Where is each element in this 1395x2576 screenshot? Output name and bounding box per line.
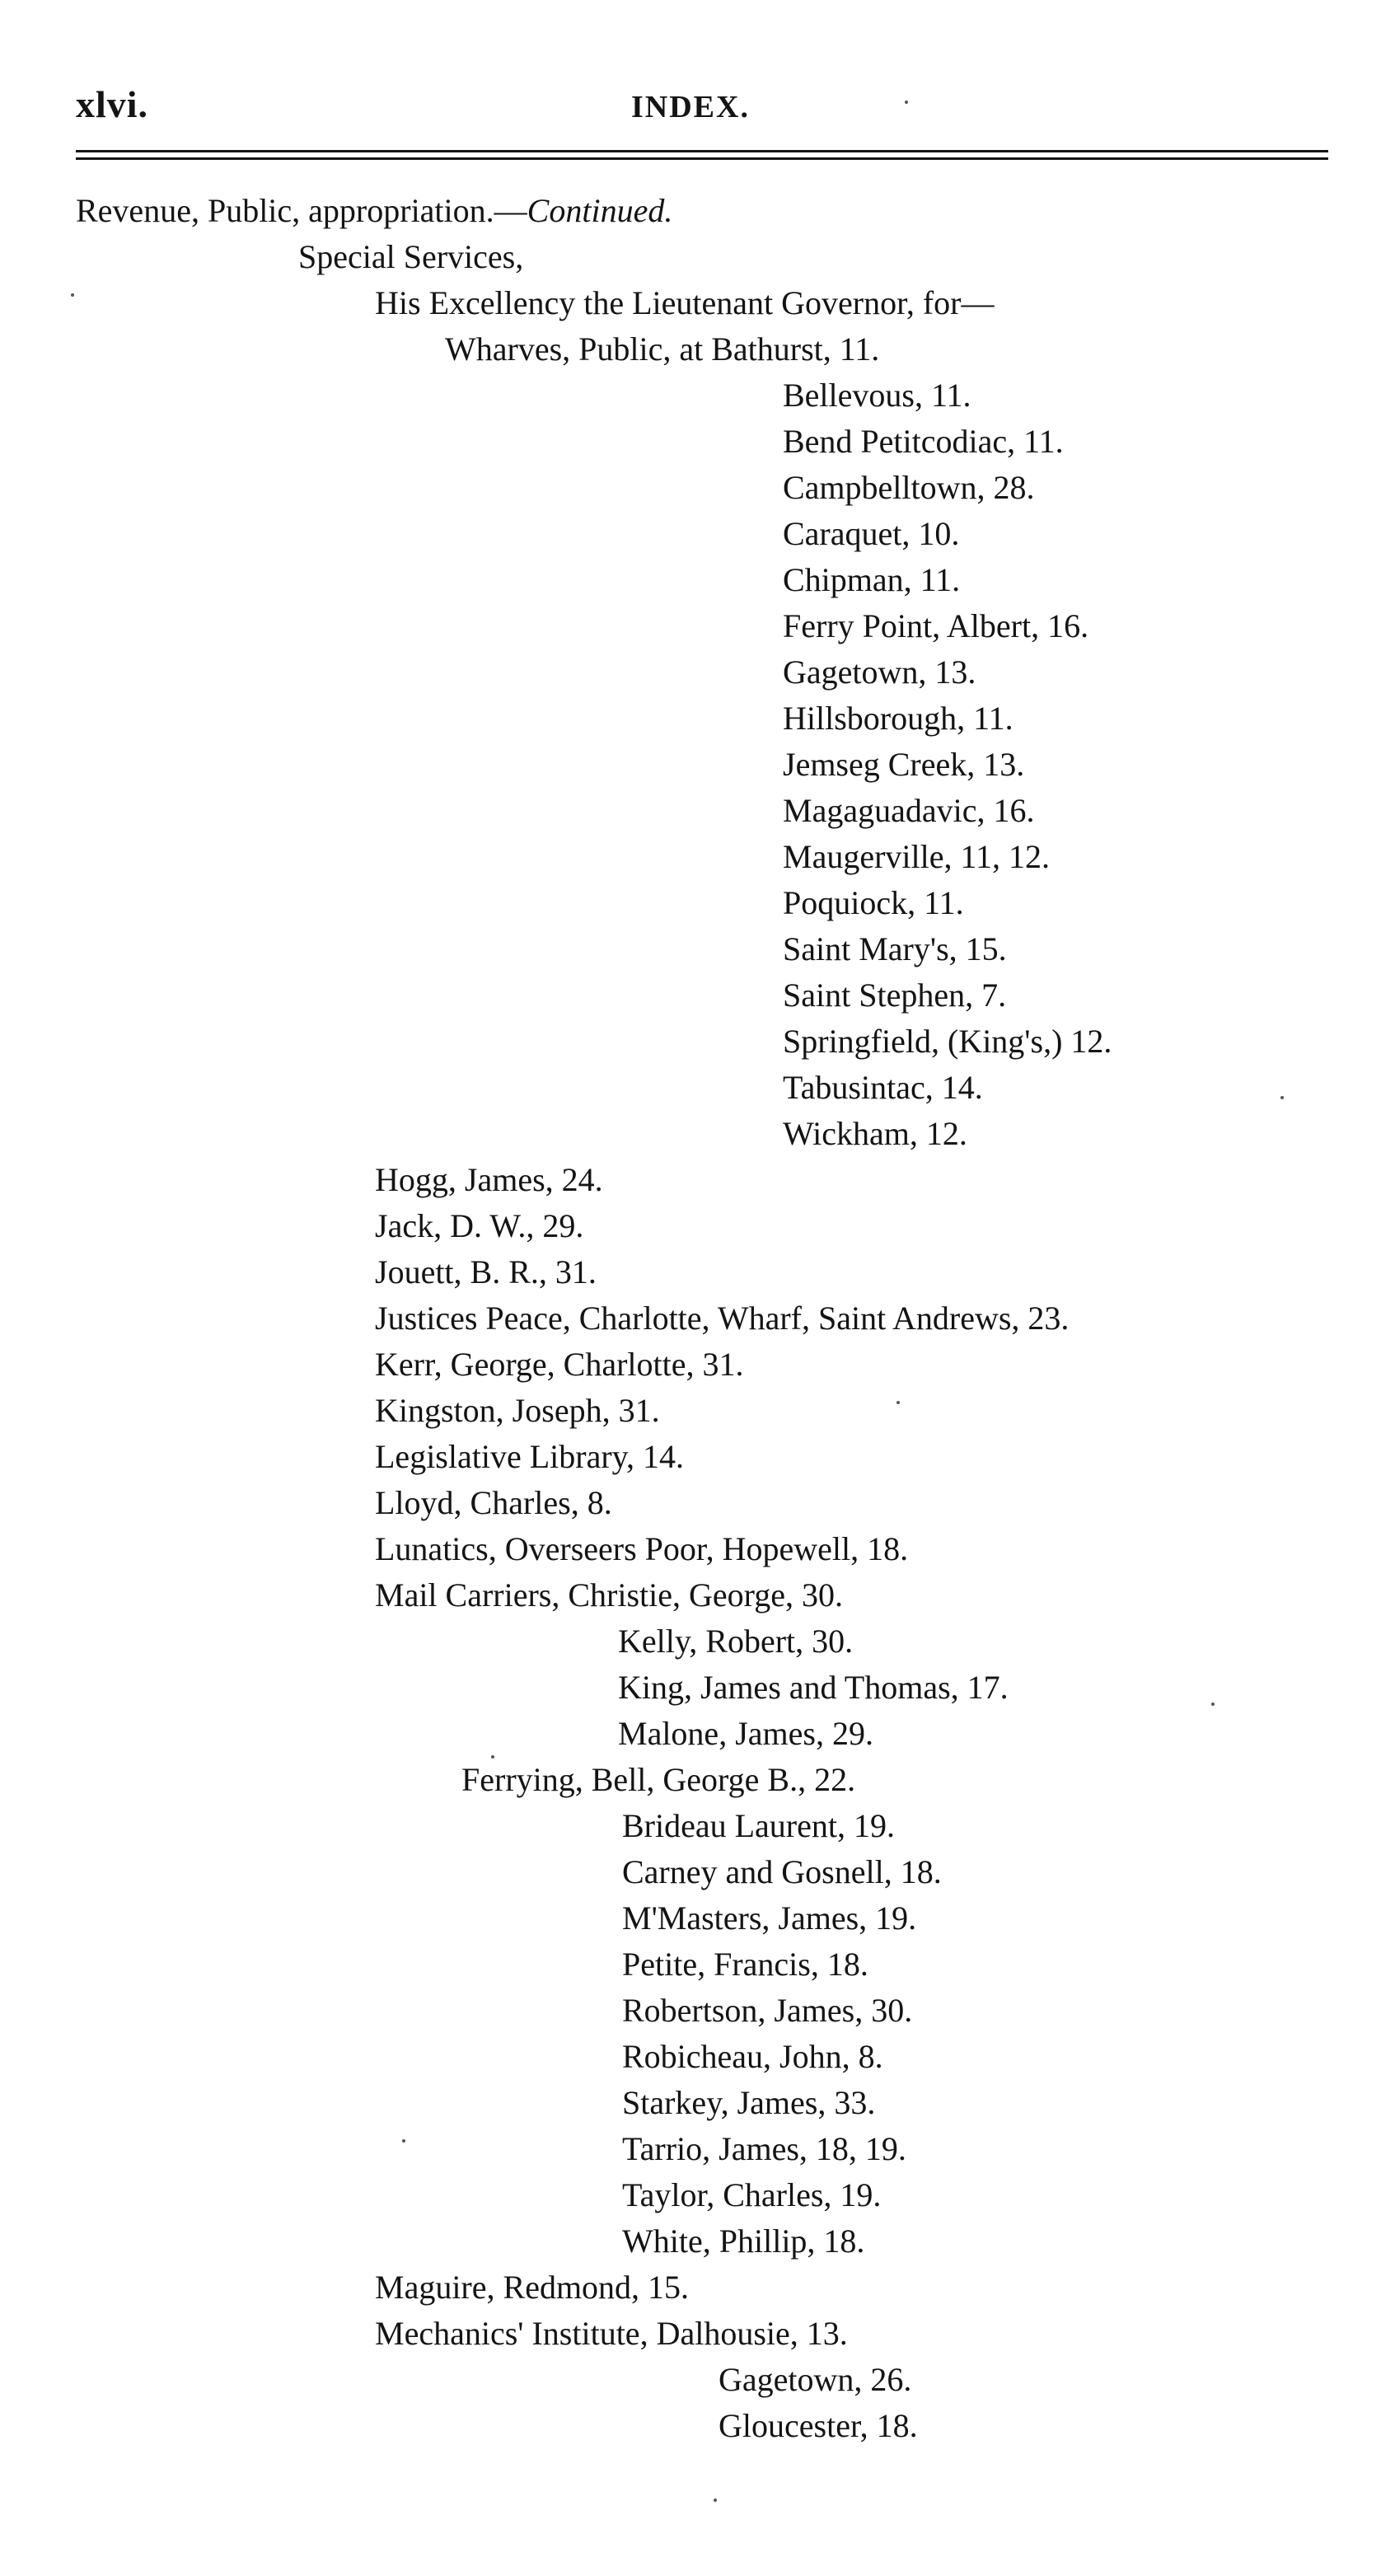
index-line: Saint Mary's, 15. xyxy=(783,930,1007,967)
index-line: Gagetown, 13. xyxy=(783,653,976,691)
print-speck xyxy=(896,1401,900,1404)
index-line: Revenue, Public, appropriation.—Continued. xyxy=(76,192,673,229)
header-rule-top xyxy=(76,150,1328,152)
index-line: Kingston, Joseph, 31. xyxy=(375,1392,660,1429)
index-line: Wharves, Public, at Bathurst, 11. xyxy=(445,330,880,368)
print-speck xyxy=(402,2139,405,2143)
index-line: Carney and Gosnell, 18. xyxy=(622,1853,942,1890)
index-line: Ferry Point, Albert, 16. xyxy=(783,607,1089,644)
print-speck xyxy=(71,293,74,297)
index-line: King, James and Thomas, 17. xyxy=(618,1669,1009,1706)
index-line: Robertson, James, 30. xyxy=(622,1992,913,2029)
index-line: His Excellency the Lieutenant Governor, for— xyxy=(375,284,995,321)
index-line: Hogg, James, 24. xyxy=(375,1161,603,1198)
page-title: INDEX. xyxy=(631,90,750,124)
index-line: Kerr, George, Charlotte, 31. xyxy=(375,1346,744,1383)
print-speck xyxy=(714,2499,717,2502)
print-speck xyxy=(905,101,908,104)
index-line: Hillsborough, 11. xyxy=(783,700,1013,737)
index-line: Jouett, B. R., 31. xyxy=(375,1253,597,1290)
index-line: Ferrying, Bell, George B., 22. xyxy=(461,1761,856,1798)
index-line: Legislative Library, 14. xyxy=(375,1438,685,1475)
print-speck xyxy=(1280,1096,1284,1099)
index-line: Lunatics, Overseers Poor, Hopewell, 18. xyxy=(375,1530,909,1567)
index-line: Brideau Laurent, 19. xyxy=(622,1807,895,1844)
index-line: Lloyd, Charles, 8. xyxy=(375,1484,612,1521)
index-line: Jack, D. W., 29. xyxy=(375,1207,584,1244)
index-line: Bend Petitcodiac, 11. xyxy=(783,423,1064,460)
index-line: White, Phillip, 18. xyxy=(622,2222,865,2260)
index-line: Tabusintac, 14. xyxy=(783,1069,983,1106)
index-line: Kelly, Robert, 30. xyxy=(618,1623,854,1660)
index-line: Wickham, 12. xyxy=(783,1115,967,1152)
index-line: Maugerville, 11, 12. xyxy=(783,838,1051,875)
header-rule-bottom xyxy=(76,157,1328,160)
index-line: Robicheau, John, 8. xyxy=(622,2038,883,2075)
index-line: Starkey, James, 33. xyxy=(622,2084,876,2121)
index-line: Campbelltown, 28. xyxy=(783,469,1035,506)
index-line: Malone, James, 29. xyxy=(618,1715,873,1752)
index-line: Jemseg Creek, 13. xyxy=(783,746,1025,783)
index-line: Springfield, (King's,) 12. xyxy=(783,1023,1112,1060)
index-line: Bellevous, 11. xyxy=(783,377,971,414)
index-line: Caraquet, 10. xyxy=(783,515,960,552)
index-line: M'Masters, James, 19. xyxy=(622,1899,917,1937)
index-line: Petite, Francis, 18. xyxy=(622,1946,868,1983)
index-line: Mechanics' Institute, Dalhousie, 13. xyxy=(375,2315,848,2352)
index-line: Maguire, Redmond, 15. xyxy=(375,2269,690,2306)
print-speck xyxy=(1211,1703,1215,1706)
index-line: Justices Peace, Charlotte, Wharf, Saint Andrews, 23. xyxy=(375,1300,1070,1337)
index-line: Taylor, Charles, 19. xyxy=(622,2176,882,2213)
index-line: Special Services, xyxy=(298,238,524,275)
page-number: xlvi. xyxy=(76,83,149,125)
index-line: Saint Stephen, 7. xyxy=(783,977,1007,1014)
index-line: Poquiock, 11. xyxy=(783,884,964,921)
index-line: Chipman, 11. xyxy=(783,561,961,598)
index-line: Mail Carriers, Christie, George, 30. xyxy=(375,1576,844,1614)
index-line: Tarrio, James, 18, 19. xyxy=(622,2130,906,2167)
index-line: Magaguadavic, 16. xyxy=(783,792,1035,829)
print-speck xyxy=(491,1755,494,1759)
index-line: Gloucester, 18. xyxy=(719,2407,918,2444)
index-line: Gagetown, 26. xyxy=(719,2361,912,2398)
